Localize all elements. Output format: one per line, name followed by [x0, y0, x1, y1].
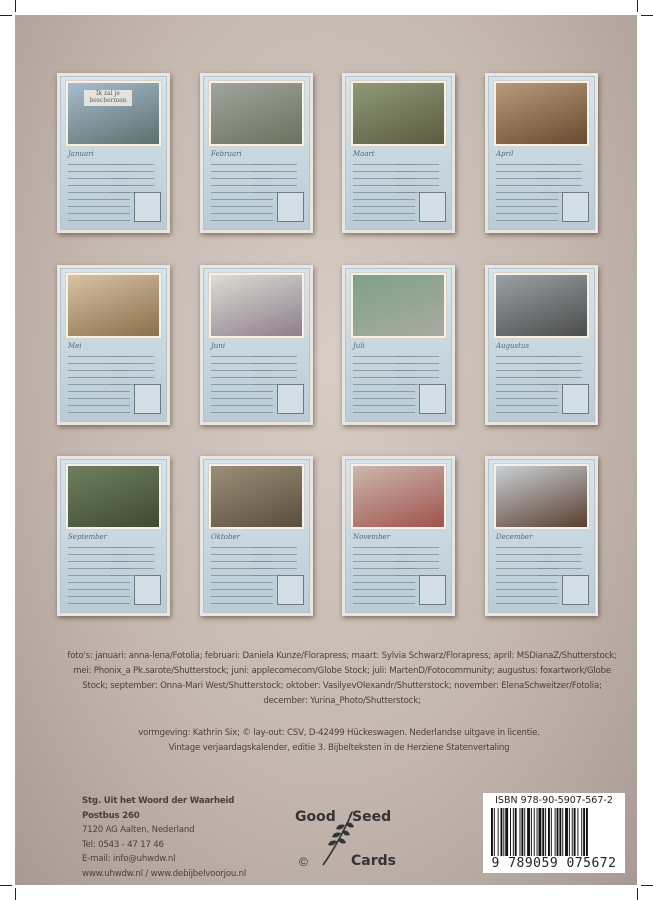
month-photo: [66, 273, 161, 338]
month-label: September: [68, 533, 107, 541]
barcode-bar: [577, 808, 578, 856]
birthday-lines: [253, 541, 297, 577]
barcode-bar: [548, 808, 550, 856]
barcode-bar: [521, 808, 523, 856]
calendar-page-mei: [57, 265, 170, 425]
calendar-page-aug: [485, 265, 598, 425]
month-label: Juli: [353, 342, 365, 350]
barcode-bar: [539, 808, 542, 856]
barcode-bar: [545, 808, 546, 856]
month-photo: [494, 81, 589, 146]
birthday-lines: [395, 350, 439, 386]
photo-caption: Ik zal je beschermen: [84, 90, 132, 106]
birthday-lines: [538, 350, 582, 386]
note-box: [277, 575, 304, 605]
barcode-bar: [527, 808, 530, 856]
month-photo: [209, 464, 304, 529]
crop-mark: [641, 15, 653, 16]
isbn-label: ISBN 978-90-5907-567-2: [495, 795, 613, 806]
barcode-bar: [510, 808, 511, 856]
email: E-mail: info@uhwdw.nl: [82, 854, 176, 864]
crop-mark: [641, 885, 653, 886]
calendar-page-apr: [485, 73, 598, 233]
websites: www.uhwdw.nl / www.debijbelvoorjou.nl: [82, 868, 247, 879]
barcode-bar: [491, 808, 493, 856]
barcode-bar: [562, 808, 563, 856]
barcode-bar: [555, 808, 556, 856]
logo-word-seed: Seed: [352, 809, 392, 825]
barcode-bar: [515, 808, 517, 856]
month-label: Februari: [211, 150, 242, 158]
logo-word-good: Good: [295, 809, 336, 825]
barcode-bar: [583, 808, 585, 856]
publisher-address: [82, 794, 272, 881]
note-box: [134, 192, 161, 222]
birthday-lines: [395, 158, 439, 194]
month-label: December: [496, 533, 533, 541]
month-label: Maart: [353, 150, 375, 158]
note-box: [277, 192, 304, 222]
calendar-page-nov: [342, 456, 455, 616]
month-photo: [351, 273, 446, 338]
birthday-lines: [538, 541, 582, 577]
crop-mark: [637, 0, 638, 12]
note-box: [277, 384, 304, 414]
phone: Tel: 0543 - 47 17 46: [82, 839, 164, 850]
crop-mark: [0, 885, 12, 886]
copyright-symbol: ©: [299, 855, 308, 869]
month-label: Januari: [68, 150, 94, 158]
month-label: Oktober: [211, 533, 240, 541]
month-photo: [351, 464, 446, 529]
month-label: Juni: [211, 342, 226, 350]
note-box: [134, 384, 161, 414]
barcode-bar: [565, 808, 568, 856]
calendar-page-okt: [200, 456, 313, 616]
barcode-bar: [551, 808, 552, 856]
month-label: November: [353, 533, 391, 541]
barcode-bars: [489, 808, 619, 856]
month-photo: [209, 81, 304, 146]
note-box: [562, 575, 589, 605]
colophon-line: vormgeving: Kathrin Six; © lay-out: CSV, D-42499 Hückeswagen. Nederlandse uitgave in licentie.: [138, 728, 540, 738]
birthday-lines: [110, 541, 154, 577]
city: 7120 AG Aalten, Nederland: [82, 825, 195, 835]
barcode-bar: [557, 808, 559, 856]
calendar-page-jun: [200, 265, 313, 425]
birthday-lines: [395, 541, 439, 577]
note-box: [562, 192, 589, 222]
note-box: [562, 384, 589, 414]
birthday-lines: [110, 158, 154, 194]
isbn-barcode: [483, 793, 625, 873]
barcode-bar: [520, 808, 521, 856]
barcode-bar: [524, 808, 525, 856]
barcode-bar: [586, 808, 588, 856]
month-label: Mei: [68, 342, 82, 350]
note-box: [134, 575, 161, 605]
month-photo: [66, 464, 161, 529]
colophon: [99, 726, 579, 756]
birthday-lines: [110, 350, 154, 386]
calendar-page-dec: [485, 456, 598, 616]
calendar-page-jan: [57, 73, 170, 233]
month-photo: [494, 273, 589, 338]
barcode-bar: [501, 808, 503, 856]
barcode-bar: [534, 808, 535, 856]
barcode-digits: 9 789059 075672: [491, 856, 617, 871]
month-photo: [351, 81, 446, 146]
barcode-bar: [542, 808, 544, 856]
calendar-page-feb: [200, 73, 313, 233]
barcode-bar: [537, 808, 538, 856]
barcode-bar: [569, 808, 570, 856]
barcode-bar: [559, 808, 561, 856]
birthday-lines: [538, 158, 582, 194]
birthday-lines: [253, 158, 297, 194]
crop-mark: [0, 15, 12, 16]
month-photo: [494, 464, 589, 529]
month-label: Augustus: [496, 342, 530, 350]
logo-word-cards: Cards: [351, 853, 396, 869]
note-box: [419, 384, 446, 414]
crop-mark: [637, 888, 638, 900]
photo-credits: foto's: januari: anna-lena/Fotolia; februari: Daniela Kunze/Florapress; maart: Sylvia Schwarz/Florapress; april: MSDianaZ/Shutterstock; mei: Phonix_a Pk.sarote/Shutterstock; juni: applecomecom/Globe Stock; juli: MartenD/Fotocommunity; augustus: foxartwork/Globe Stock; september: Onna-Mari West/Shutterstock; oktober: VasilyevOlexandr/Shutterstock; november: ElenaSchweitzer/Fotolia; december: Yurina_Photo/Shutterstock;: [67, 651, 617, 706]
crop-mark: [15, 0, 16, 12]
note-box: [419, 192, 446, 222]
barcode-bar: [503, 808, 504, 856]
month-photo: [209, 273, 304, 338]
barcode-bar: [531, 808, 532, 856]
back-cover: [15, 15, 637, 885]
publisher-name: Stg. Uit het Woord der Waarheid: [82, 796, 235, 806]
calendar-page-jul: [342, 265, 455, 425]
barcode-bar: [498, 808, 499, 856]
barcode-bar: [572, 808, 573, 856]
calendar-page-sep: [57, 456, 170, 616]
postbus: Postbus 260: [82, 810, 140, 821]
calendar-page-mar: [342, 73, 455, 233]
good-seed-cards-logo: [291, 801, 395, 875]
note-box: [419, 575, 446, 605]
colophon-line: Vintage verjaardagskalender, editie 3. Bijbelteksten in de Herziene Statenvertaling: [168, 743, 510, 753]
barcode-bar: [574, 808, 576, 856]
barcode-bar: [581, 808, 582, 856]
wheat-icon: [315, 811, 361, 867]
barcode-bar: [513, 808, 514, 856]
barcode-bar: [494, 808, 495, 856]
barcode-bar: [505, 808, 508, 856]
crop-mark: [15, 888, 16, 900]
birthday-lines: [253, 350, 297, 386]
month-label: April: [496, 150, 514, 158]
